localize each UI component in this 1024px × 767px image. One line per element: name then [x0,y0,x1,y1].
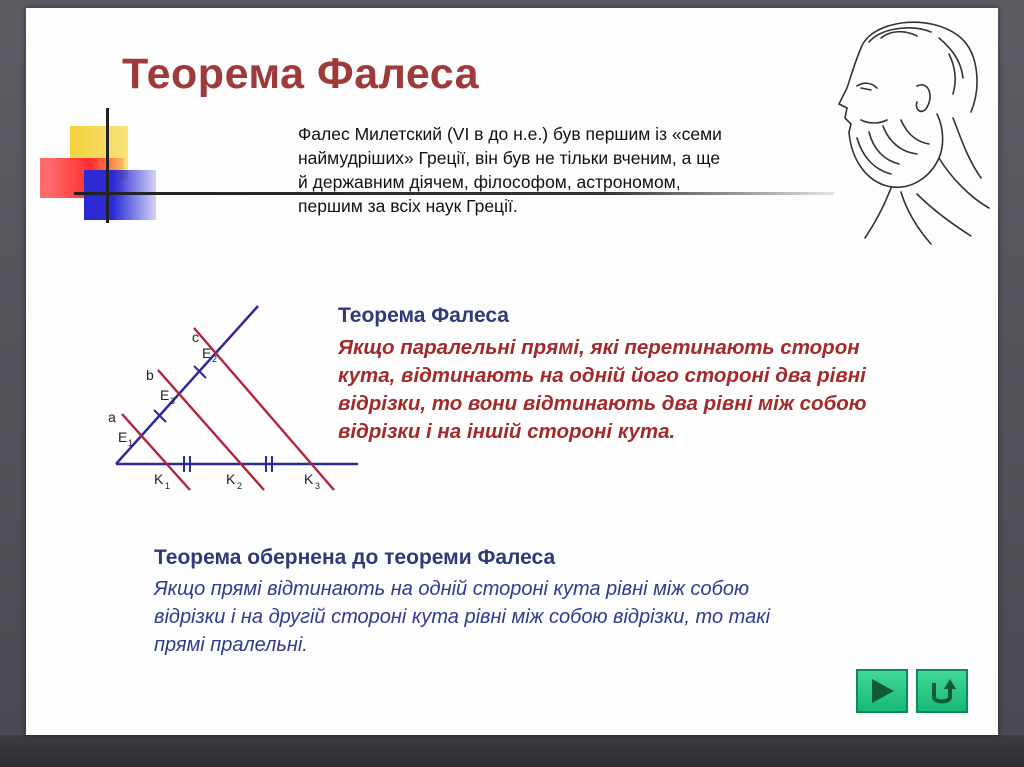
page-title: Теорема Фалеса [122,50,480,98]
intro-line: й державним діячем, філософом, астрономом, [298,172,681,192]
next-slide-button[interactable] [856,669,908,713]
slide [26,8,998,735]
label-k3-sub: 3 [315,481,321,491]
return-button[interactable] [916,669,968,713]
theorem-line: Якщо паралельні прямі, які перетинають сторон [338,336,860,359]
label-k2: K [226,471,236,487]
play-triangle-icon [858,671,906,711]
label-b: b [146,367,154,383]
intro-line: Фалес Милетский (VI в до н.е.) був першим із «семи [298,124,722,144]
converse-line: відрізки і на другій стороні кута рівні між собою відрізки, то такі [154,606,771,628]
angle-ray [116,306,258,464]
label-k1-sub: 1 [165,481,171,491]
label-e2: E [202,345,212,361]
converse-statement [154,575,914,659]
theorem-line: відрізки і на іншій стороні кута. [338,420,676,443]
theorem-statement [338,334,978,446]
converse-title: Теорема обернена до теореми Фалеса [154,546,556,569]
label-e1: E [118,429,128,445]
label-e2-sub: 2 [212,354,218,364]
label-k2-sub: 2 [237,481,243,491]
theorem-line: кута, відтинають на одній його стороні два рівні [338,364,866,387]
blue-square [84,170,156,220]
intro-line: першим за всіх наук Греції. [298,196,518,216]
label-a: a [108,409,116,425]
label-c: c [192,329,199,345]
theorem-line: відрізки, то вони відтинають два рівні між собою [338,392,867,415]
label-k1: K [154,471,164,487]
theorem-title: Теорема Фалеса [338,304,509,327]
converse-line: прямі пралельні. [154,634,308,656]
intro-text [298,122,838,218]
converse-line: Якщо прямі відтинають на одній стороні кута рівні між собою [154,578,750,600]
label-k3: K [304,471,314,487]
parallel-line-c [194,328,334,490]
thales-diagram [66,300,366,500]
vertical-rule [106,108,109,223]
return-u-arrow-icon [918,671,966,711]
decorative-squares [26,8,206,238]
intro-line: наймудріших» Греції, він був не тільки вченим, а ще [298,148,721,168]
label-e3: E [160,387,170,403]
label-e1-sub: 1 [128,438,134,448]
label-e3-sub: 3 [170,396,176,406]
thales-portrait-image [821,8,996,248]
bottom-frame [0,735,1024,767]
